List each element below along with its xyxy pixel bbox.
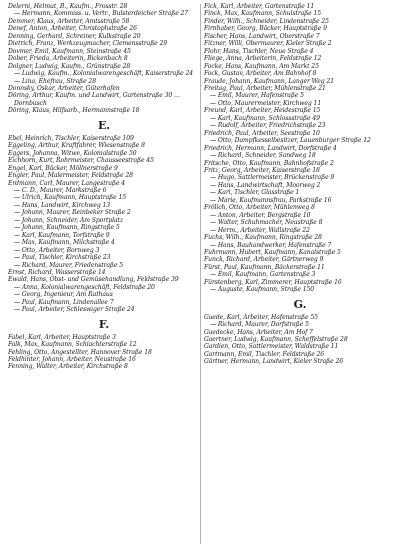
- directory-entry: Finck, Max, Kaufmann, Schulstraße 15: [204, 10, 322, 18]
- directory-entry: — Karl, Tischler, Glasstraße 1: [210, 189, 300, 197]
- directory-entry: Funck, Richard, Arbeiter, Gärtnerweg 9: [204, 256, 324, 264]
- directory-entry: Fritsche, Otto, Kaufmann, Bahnhofstraße 2: [204, 159, 334, 167]
- directory-entry: Fürst, Paul, Kaufmann, Bäckerstraße 11: [204, 263, 325, 271]
- directory-entry: Döring, Arthur, Kaufm. und Landwirt, Gartenstraße 30 … Dornbusch: [8, 92, 180, 107]
- directory-entry: — Otto, Maurermeister, Kirchweg 11: [210, 99, 322, 107]
- directory-entry: — Anton, Arbeiter, Bergstraße 10: [210, 211, 311, 219]
- directory-entry: Delerni, Helmut, B., Kaufm., Frosstr. 28: [8, 3, 128, 10]
- directory-entry: Freund, Karl, Arbeiter, Heidestraße 15: [204, 107, 321, 115]
- directory-entry: Falk, Max, Kaufmann, Schlachterstraße 12: [8, 341, 137, 349]
- section-letter-e: E.: [97, 118, 110, 132]
- directory-entry: Eichhorn, Kurt, Rohrmeister, Chausseestraße 45: [8, 157, 154, 165]
- directory-entry: — Herm., Arbeiter, Wallstraße 22: [210, 226, 310, 234]
- directory-entry: Freitag, Paul, Arbeiter, Mühlenstraße 21: [204, 84, 326, 92]
- directory-entry: — Ulrich, Kaufmann, Hauptstraße 15: [14, 194, 127, 202]
- directory-entry: Döring, Klaus, Hilfsarb., Hermannstraße 18: [8, 107, 140, 115]
- directory-entry: Fuhrmann, Hubert, Kaufmann, Kanalstraße 5: [204, 248, 341, 256]
- directory-entry: Fürstenberg, Karl, Zimmerer, Hauptstraße 16: [204, 278, 342, 286]
- directory-entry: — Max, Kaufmann, Milchstraße 4: [14, 239, 115, 247]
- directory-entry: Engel, Karl, Bäcker, Möllnerstraße 9: [8, 164, 118, 172]
- directory-entry: — Walter, Schuhmacher, Neustraße 8: [210, 219, 323, 227]
- directory-entry: — Marie, Kaufmannsfrau, Parkstraße 16: [210, 196, 332, 204]
- directory-entry: — Paul, Arbeiter, Schleswiger Straße 24: [14, 306, 135, 314]
- section-letter-g: G.: [293, 297, 307, 311]
- directory-entry: Ewald, Hans, Obst- und Gemüsehandlung, Feldstraße 39: [8, 276, 179, 284]
- directory-entry: — Paul, Tischler, Kirchstraße 23: [14, 254, 111, 262]
- directory-entry: Feldhinter, Johann, Arbeiter, Neustraße 16: [8, 356, 136, 364]
- left-column: [8, 3, 200, 371]
- directory-entry: Fabel, Karl, Arbeiter, Hauptstraße 3: [8, 333, 116, 341]
- directory-entry: Friedrich, Paul, Arbeiter, Seestraße 10: [204, 129, 320, 137]
- directory-entry: — Hugo, Sattlermeister, Brückenstraße 9: [210, 174, 335, 182]
- directory-entry: Flohr, Hans, Tischler, Neue Straße 4: [204, 47, 314, 55]
- directory-entry: — Rudolf, Arbeiter, Friedrichstraße 23: [210, 122, 326, 130]
- directory-entry: Gärtner, Hermann, Landwirt, Kieler Straße 26: [204, 358, 344, 366]
- directory-entry: Friedrich, Hermann, Landwirt, Dorfstraße 4: [204, 144, 337, 152]
- directory-entry: — Johann, Schneider, Am Sportplatz: [14, 216, 124, 224]
- directory-entry: — Hans, Bauhandwerker, Hafenstraße 7: [210, 241, 332, 249]
- directory-entry: — Emil, Kaufmann, Gartenstraße 3: [210, 271, 316, 279]
- directory-entry: — Lina, Ehefrau, Straße 28: [14, 77, 96, 85]
- directory-entry: Erdmann, Carl, Maurer, Langestraße 4: [8, 179, 125, 187]
- directory-entry: Dolgner, Ludwig, Kaufm., Grünstraße 28: [8, 62, 131, 70]
- directory-entry: Ebel, Heinrich, Tischler, Kaiserstraße 109: [8, 134, 134, 142]
- directory-entry: — Richard, Maurer, Friedenstraße 5: [14, 261, 124, 269]
- directory-entry: — C. D., Maurer, Markstraße 6: [14, 186, 107, 194]
- directory-entry: Gardien, Otto, Sattlermeister, Waldstraße 11: [204, 343, 339, 351]
- directory-entry: — Anna, Kolonialwarengeschäft, Feldstraße 20: [14, 283, 155, 291]
- directory-entry: Fenning, Walter, Arbeiter, Kirchstraße 8: [8, 363, 128, 371]
- directory-entry: Denef, Anton, Arbeiter, Christophstraße 26: [8, 25, 137, 33]
- directory-entry: Focke, Hans, Kaufmann, Am Markt 25: [204, 62, 319, 70]
- directory-entry: Fitzner, Willi, Obermaurer, Kieler Straße 2: [204, 40, 332, 48]
- directory-entry: Dovmer, Emil, Kaufmann, Steinstraße 45: [8, 47, 131, 55]
- directory-entry: Fischer, Hans, Landwirt, Oberstraße 7: [204, 32, 320, 40]
- directory-entry: Dietrich, Franz, Werkzeugmacher, Clemensstraße 29: [8, 40, 168, 48]
- directory-entry: Fraude, Johann, Kaufmann, Langer Weg 21: [204, 77, 334, 85]
- directory-entry: Eggeling, Arthur, Kraftfahrer, Wiesenstraße 8: [8, 142, 145, 150]
- directory-entry: Ernst, Richard, Wasserstraße 14: [8, 268, 106, 276]
- directory-entry: Denning, Gerhard, Schreiner, Kulkstraße 20: [8, 32, 141, 40]
- directory-entry: — Emil, Maurer, Hafenstraße 5: [210, 92, 304, 100]
- directory-entry: Fock, Gustav, Arbeiter, Am Bahnhof 8: [204, 70, 317, 78]
- directory-entry: — Hermann, Kommiss. u. Vertr., Bulsterdeicher Straße 27: [14, 10, 189, 18]
- directory-entry: — Karl, Kaufmann, Schlossstraße 49: [210, 114, 320, 122]
- directory-entry: Fehling, Otto, Angestellter, Hannover Straße 18: [8, 348, 152, 356]
- directory-entry: Eggers, Johanna, Witwe, Kolonialstraße 50: [8, 149, 137, 157]
- directory-entry: Gaede, Karl, Arbeiter, Hafenstraße 55: [204, 313, 318, 321]
- directory-entry: Fritz, Georg, Arbeiter, Kaiserstraße 18: [204, 166, 320, 174]
- directory-entry: Fuchs, Wilh., Kaufmann, Ringstraße 28: [204, 234, 322, 242]
- directory-entry: Frölich, Otto, Arbeiter, Mühlenweg 8: [204, 204, 315, 212]
- directory-entry: Donnsky, Oskar, Arbeiter, Güterhafen: [8, 84, 120, 92]
- section-letter-f: F.: [98, 317, 110, 331]
- directory-entry: — Johann, Kaufmann, Ringstraße 5: [14, 224, 120, 232]
- directory-entry: Fick, Karl, Arbeiter, Gartenstraße 11: [204, 3, 315, 10]
- directory-entry: — Johann, Maurer, Reinbeker Straße 2: [14, 209, 131, 217]
- directory-entry: Dober, Frieda, Arbeiterin, Bickenbach 8: [8, 55, 128, 63]
- directory-entry: — Hans, Landwirtschaft, Moorweg 2: [210, 181, 321, 189]
- directory-entry: — Richard, Maurer, Dorfstraße 5: [210, 321, 309, 329]
- directory-entry: — Georg, Ingenieur, Am Rathaus: [14, 291, 113, 299]
- directory-entry: Fliege, Anna, Arbeiterin, Feldstraße 12: [204, 55, 322, 63]
- directory-entry: — Ludwig, Kaufm., Kolonialwarengeschäft, Kaiserstraße 24: [14, 70, 194, 78]
- directory-entry: — Paul, Kaufmann, Lindenallee 7: [14, 298, 114, 306]
- directory-entry: Firnhaber, Georg, Bäcker, Hauptstraße 9: [204, 25, 327, 33]
- directory-entry: Demmer, Klaus, Arbeiter, Amtsstraße 58: [8, 17, 130, 25]
- directory-entry: Gaedecke, Hans, Arbeiter, Am Hof 7: [204, 328, 313, 336]
- directory-entry: Finder, Wilh., Schneider, Lindenstraße 25: [204, 17, 329, 25]
- right-column: [204, 3, 396, 366]
- directory-entry: — Karl, Kaufmann, Torfstraße 9: [14, 231, 110, 239]
- directory-entry: — Otto, Arbeiter, Bornweg 3: [14, 246, 100, 254]
- directory-entry: — Hans, Landwirt, Kirchweg 13: [14, 201, 111, 209]
- directory-entry: Engler, Paul, Malermeister, Feldstraße 28: [8, 172, 133, 180]
- directory-entry: — Auguste, Kaufmann, Straße 150: [210, 286, 315, 294]
- directory-entry: Gaertner, Ludwig, Kaufmann, Scheffelstraße 28: [204, 336, 348, 344]
- directory-entry: — Richard, Schneider, Sandweg 18: [210, 152, 316, 160]
- directory-entry: — Otto, Dampfkesselbesitzer, Lauenburger Straße 12: [210, 137, 371, 145]
- column-divider: [200, 4, 201, 544]
- directory-entry: Gartmann, Emil, Tischler, Feldstraße 26: [204, 350, 325, 358]
